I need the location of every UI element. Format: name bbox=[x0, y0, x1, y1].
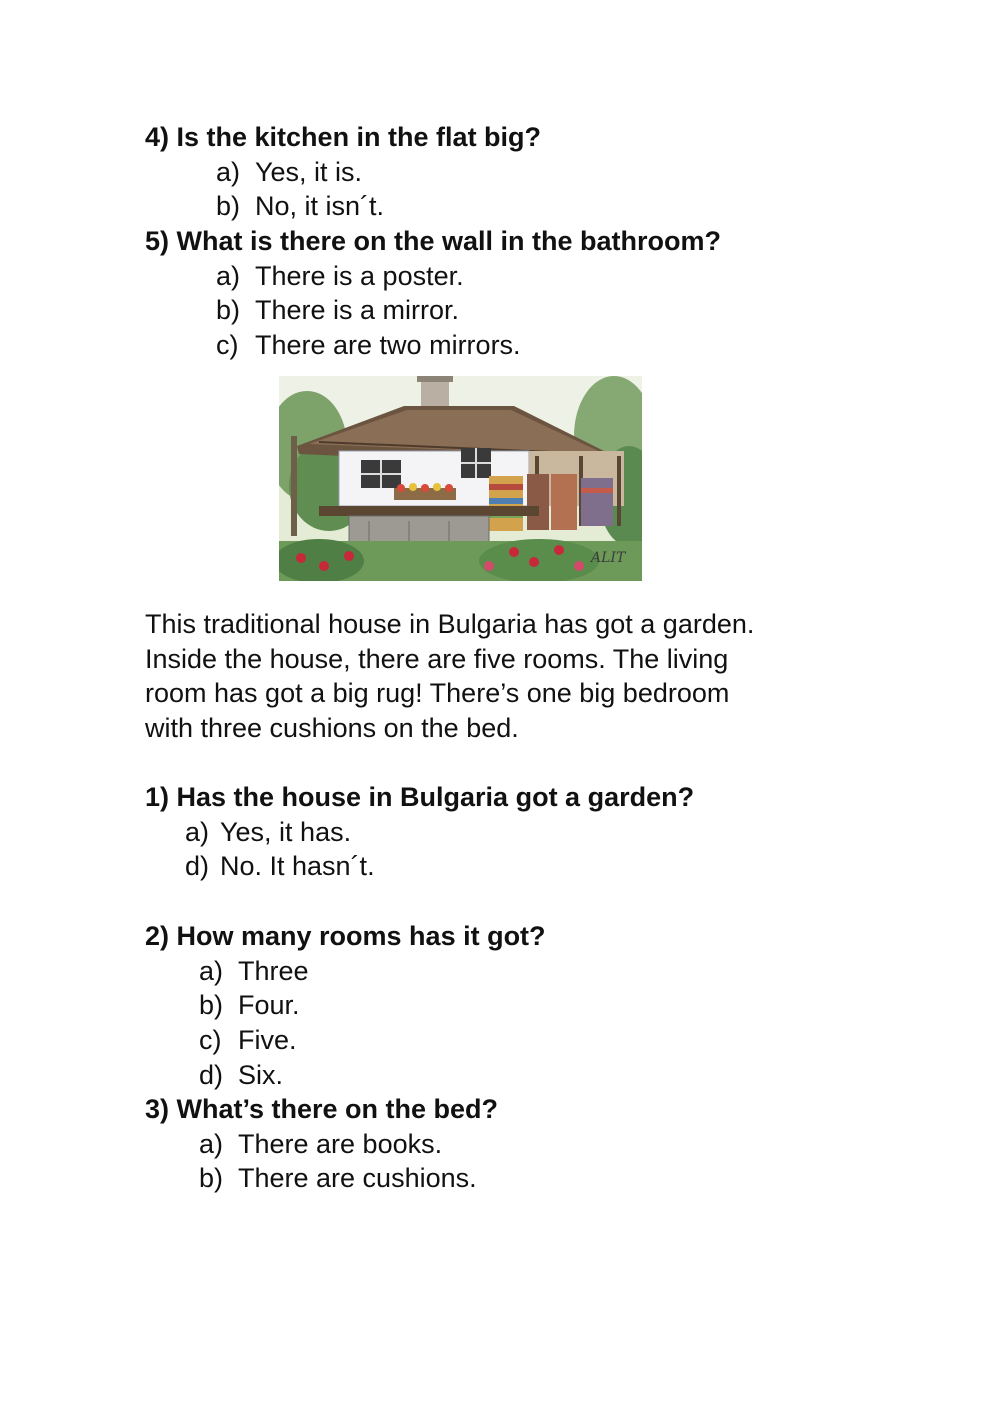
svg-text:ALIT: ALIT bbox=[591, 550, 626, 566]
house-painting-image bbox=[279, 376, 642, 581]
question-3-bed: 3) What’s there on the bed? bbox=[145, 1094, 499, 1124]
option-label: c) bbox=[199, 1025, 222, 1055]
option-label: b) bbox=[199, 1163, 224, 1193]
option-text: Yes, it is. bbox=[255, 157, 363, 187]
option-text: Five. bbox=[238, 1025, 297, 1055]
question-1-garden: 1) Has the house in Bulgaria got a garden? bbox=[145, 782, 695, 812]
option-text: Four. bbox=[238, 990, 300, 1020]
option-label: a) bbox=[185, 817, 210, 847]
option-2b[interactable] bbox=[199, 988, 300, 1022]
option-label: a) bbox=[199, 1129, 224, 1159]
option-label: c) bbox=[216, 330, 239, 360]
option-label: d) bbox=[185, 851, 210, 881]
question-5-bathroom: 5) What is there on the wall in the bathroom? bbox=[145, 226, 722, 256]
option-label: d) bbox=[199, 1060, 224, 1090]
option-5a[interactable] bbox=[216, 259, 464, 293]
option-text: Three bbox=[238, 956, 309, 986]
passage-line: room has got a big rug! There’s one big bedroom bbox=[145, 678, 730, 708]
reading-passage bbox=[145, 607, 865, 745]
option-text: No. It hasn´t. bbox=[220, 851, 375, 881]
option-label: a) bbox=[216, 157, 241, 187]
option-label: a) bbox=[199, 956, 224, 986]
question-2-rooms: 2) How many rooms has it got? bbox=[145, 921, 546, 951]
option-text: There are cushions. bbox=[238, 1163, 477, 1193]
option-4a[interactable] bbox=[216, 155, 362, 189]
option-3b[interactable] bbox=[199, 1161, 477, 1195]
option-5c[interactable] bbox=[216, 328, 521, 362]
passage-line: with three cushions on the bed. bbox=[145, 712, 519, 743]
house-painting-svg bbox=[279, 376, 642, 581]
option-1a[interactable] bbox=[185, 815, 351, 849]
option-text: Yes, it has. bbox=[220, 817, 352, 847]
option-5b[interactable] bbox=[216, 293, 459, 327]
option-text: There is a mirror. bbox=[255, 295, 460, 325]
option-text: There is a poster. bbox=[255, 261, 464, 291]
passage-line: Inside the house, there are five rooms. The living bbox=[145, 643, 729, 674]
option-label: b) bbox=[216, 295, 241, 325]
question-4-kitchen: 4) Is the kitchen in the flat big? bbox=[145, 122, 542, 152]
option-text: Six. bbox=[238, 1060, 284, 1090]
passage-line: This traditional house in Bulgaria has got a garden. bbox=[145, 609, 755, 639]
option-2c[interactable] bbox=[199, 1023, 297, 1057]
option-2d[interactable] bbox=[199, 1058, 283, 1092]
option-text: There are two mirrors. bbox=[255, 330, 521, 360]
option-3a[interactable] bbox=[199, 1127, 442, 1161]
option-text: There are books. bbox=[238, 1129, 443, 1159]
option-4b[interactable] bbox=[216, 189, 384, 223]
option-label: b) bbox=[199, 990, 224, 1020]
option-1d[interactable] bbox=[185, 849, 375, 883]
option-label: b) bbox=[216, 191, 241, 221]
option-2a[interactable] bbox=[199, 954, 309, 988]
option-text: No, it isn´t. bbox=[255, 191, 385, 221]
option-label: a) bbox=[216, 261, 241, 291]
